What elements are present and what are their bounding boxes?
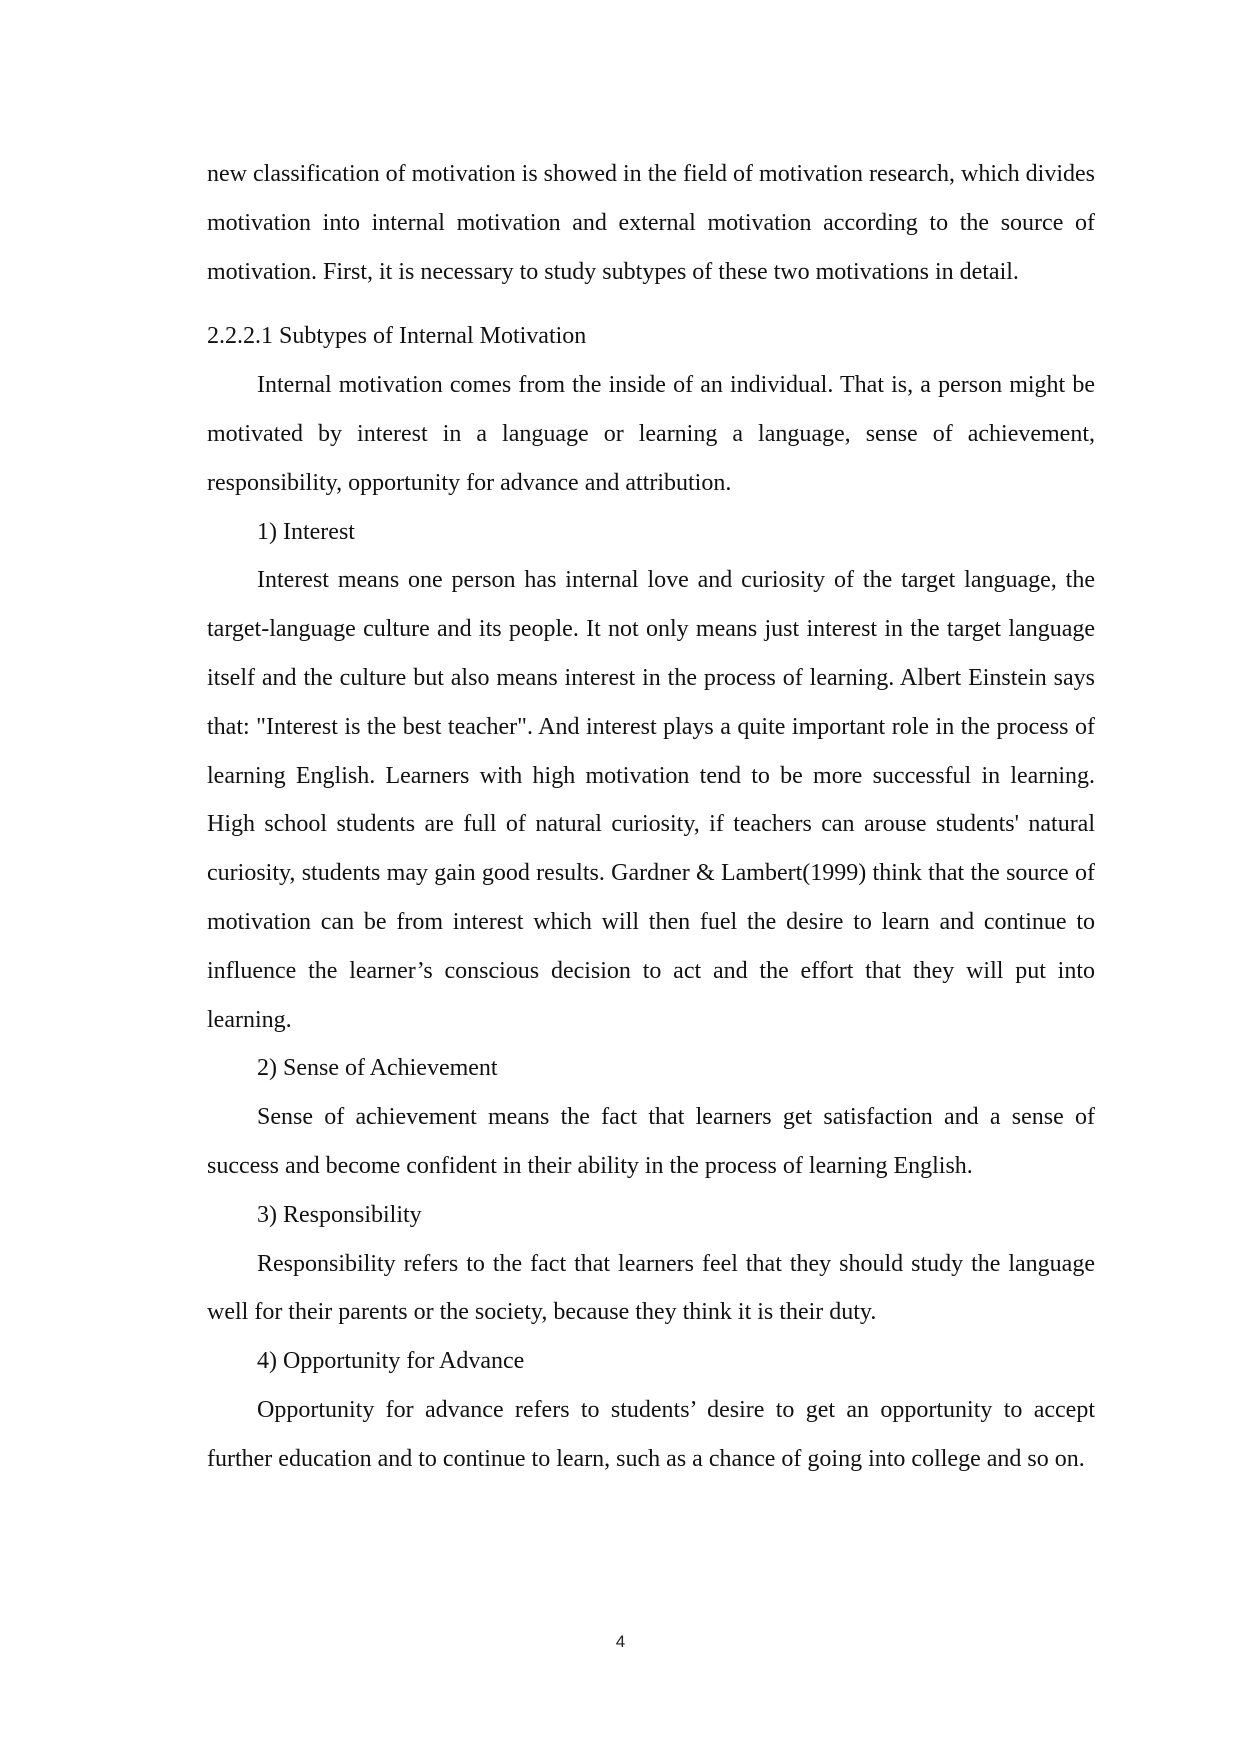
page-number: 4 [615, 1632, 626, 1651]
item-heading-responsibility: 3) Responsibility [257, 1201, 422, 1228]
document-page [207, 150, 1095, 1484]
item-body-interest: Interest means one person has internal love and curiosity of the target language, the target-language culture and its people. It not only means just interest in the target language itself and the culture but also means interest in the process of learning. Albert Einstein says that: "Interest is the best teacher". And interest plays a quite important role in the process of learning English. Learners with high motivation tend to be more successful in learning. High school students are full of natural curiosity, if teachers can arouse students' natural curiosity, students may gain good results. Gardner & Lambert(1999) think that the source of motivation can be from interest which will then fuel the desire to learn and continue to influence the learner’s conscious decision to act and the effort that they will put into learning. [207, 567, 1095, 1033]
item-heading-achievement: 2) Sense of Achievement [257, 1055, 498, 1082]
item-body-responsibility: Responsibility refers to the fact that learners feel that they should study the language well for their parents or the society, because they think it is their duty. [207, 1250, 1095, 1326]
item-body-achievement: Sense of achievement means the fact that learners get satisfaction and a sense of success and become confident in their ability in the process of learning English. [207, 1104, 1095, 1179]
intro-paragraph: new classification of motivation is showed in the field of motivation research, which divides motivation into internal motivation and external motivation according to the source of motivation. First, it is necessary to study subtypes of these two motivations in detail. [207, 161, 1095, 285]
item-body-opportunity: Opportunity for advance refers to students’ desire to get an opportunity to accept further education and to continue to learn, such as a chance of going into college and so on. [207, 1396, 1095, 1472]
item-heading-interest: 1) Interest [257, 518, 355, 545]
section-heading: 2.2.2.1 Subtypes of Internal Motivation [207, 323, 587, 350]
item-heading-opportunity: 4) Opportunity for Advance [257, 1348, 525, 1375]
section-intro-paragraph: Internal motivation comes from the inside of an individual. That is, a person might be motivated by interest in a language or learning a language, sense of achievement, responsibility, opportunity for advance and attribution. [207, 372, 1095, 496]
